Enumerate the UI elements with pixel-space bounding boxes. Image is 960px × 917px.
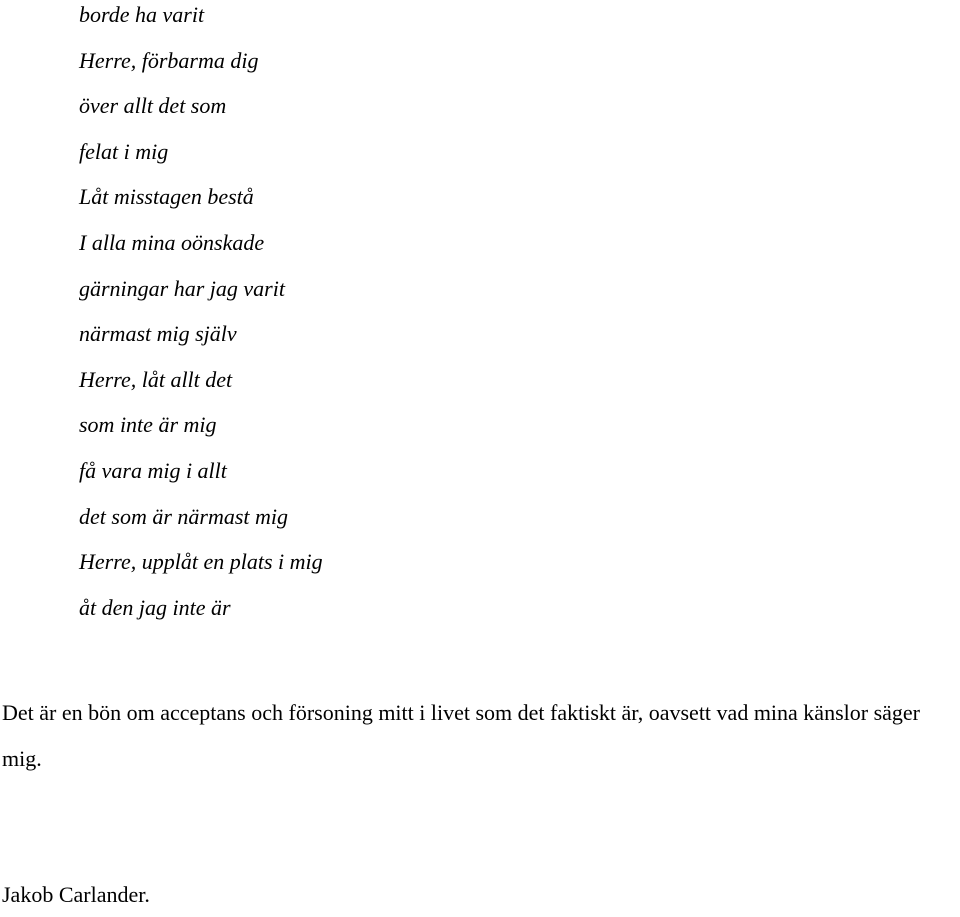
poem-line: som inte är mig	[79, 412, 217, 438]
poem-line: Herre, låt allt det	[79, 366, 233, 392]
poem-line: närmast mig själv	[79, 321, 237, 347]
poem-line: åt den jag inte är	[79, 594, 231, 620]
poem-line: gärningar har jag varit	[79, 275, 285, 301]
poem	[79, 0, 323, 630]
poem-line: få vara mig i allt	[79, 457, 227, 483]
poem-line: borde ha varit	[79, 2, 205, 27]
poem-line: I alla mina oönskade	[79, 229, 265, 255]
poem-line: Herre, upplåt en plats i mig	[79, 549, 323, 575]
poem-line: över allt det som	[79, 93, 227, 119]
author-signature: Jakob Carlander.	[2, 882, 150, 907]
poem-line: Låt misstagen bestå	[79, 184, 254, 210]
poem-line: felat i mig	[79, 138, 169, 164]
poem-line: det som är närmast mig	[79, 503, 289, 529]
poem-line: Herre, förbarma dig	[79, 47, 259, 73]
prose-paragraph: Det är en bön om acceptans och försoning mitt i livet som det faktiskt är, oavsett vad mina känslor säger mig.	[2, 700, 920, 771]
